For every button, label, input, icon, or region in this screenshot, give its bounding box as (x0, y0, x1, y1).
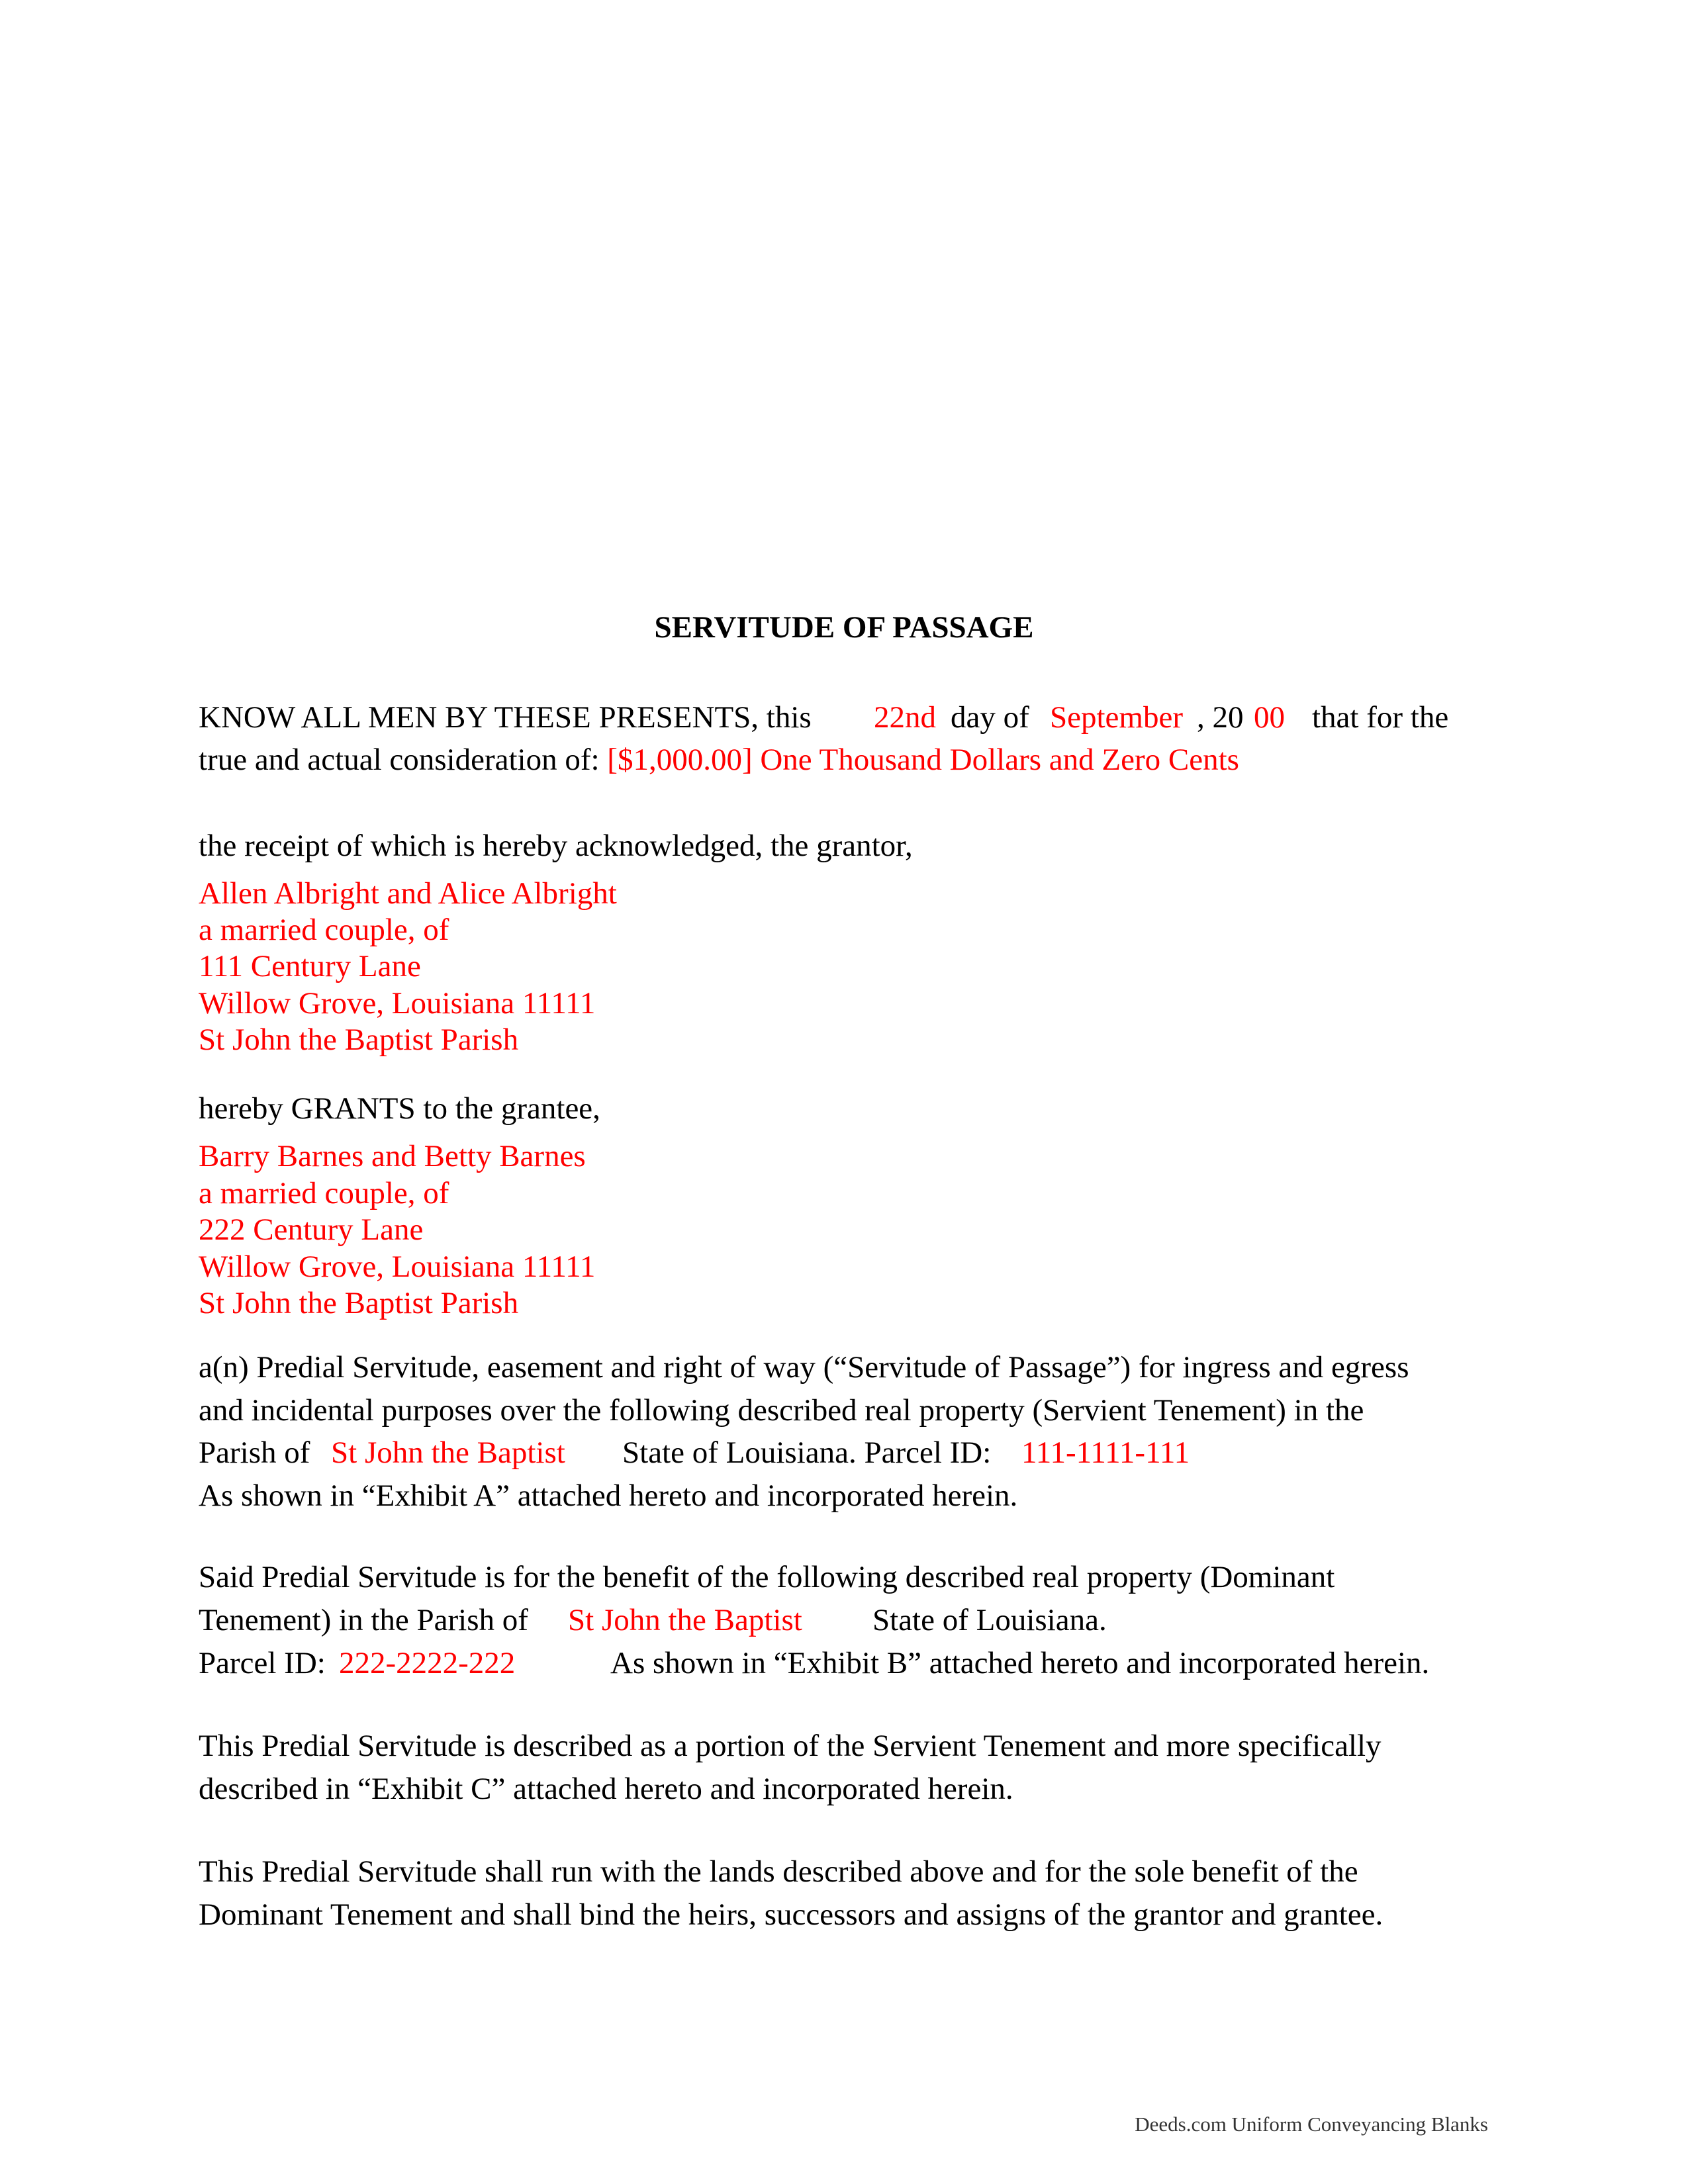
grantee-line: 222 Century Lane (199, 1212, 424, 1247)
grantee-line: a married couple, of (199, 1176, 449, 1210)
intro-day: 22nd (874, 700, 936, 735)
dominant-tenement-label: Tenement) in the Parish of (199, 1603, 528, 1637)
grantee-line: Barry Barnes and Betty Barnes (199, 1139, 586, 1173)
servient-state-parcel-label: State of Louisiana. Parcel ID: (622, 1435, 992, 1470)
document-title: SERVITUDE OF PASSAGE (654, 610, 1034, 645)
footer-text: Deeds.com Uniform Conveyancing Blanks (1135, 2113, 1488, 2136)
dominant-parish-value: St John the Baptist (568, 1603, 802, 1637)
intro-that-for: that for the (1312, 700, 1449, 735)
runs-with-line-2: Dominant Tenement and shall bind the heirs, successors and assigns of the grantor and grantee. (199, 1897, 1383, 1932)
dominant-exhibit-text: As shown in “Exhibit B” attached hereto and incorporated herein. (610, 1646, 1430, 1680)
dominant-state-label: State of Louisiana. (872, 1603, 1107, 1637)
described-line-2: described in “Exhibit C” attached hereto and incorporated herein. (199, 1772, 1013, 1806)
intro-line-1 (199, 698, 812, 737)
servient-parish-label: Parish of (199, 1435, 310, 1470)
intro-prefix: KNOW ALL MEN BY THESE PRESENTS, this (199, 700, 812, 735)
grantor-line: a married couple, of (199, 913, 449, 947)
intro-line-2 (199, 740, 1239, 780)
dominant-parcel-value: 222-2222-222 (339, 1646, 516, 1680)
servient-parish-value: St John the Baptist (331, 1435, 565, 1470)
consideration-value: [$1,000.00] One Thousand Dollars and Zero Cents (607, 743, 1239, 777)
consideration-label: true and actual consideration of: (199, 743, 600, 777)
intro-month: September (1050, 700, 1183, 735)
grantor-line: Allen Albright and Alice Albright (199, 876, 617, 911)
intro-year-prefix: , 20 (1197, 700, 1244, 735)
intro-day-of: day of (951, 700, 1029, 735)
grantee-line: Willow Grove, Louisiana 11111 (199, 1250, 596, 1284)
grantee-line: St John the Baptist Parish (199, 1286, 519, 1320)
runs-with-line-1: This Predial Servitude shall run with the lands described above and for the sole benefit of the (199, 1854, 1358, 1889)
grants-text: hereby GRANTS to the grantee, (199, 1091, 600, 1126)
servient-line-1: a(n) Predial Servitude, easement and right of way (“Servitude of Passage”) for ingress and egress (199, 1350, 1409, 1385)
servient-line-4: As shown in “Exhibit A” attached hereto and incorporated herein. (199, 1479, 1018, 1513)
receipt-text: the receipt of which is hereby acknowledged, the grantor, (199, 829, 913, 863)
servient-line-2: and incidental purposes over the following described real property (Servient Tenement) in the (199, 1393, 1364, 1428)
servient-parcel-value: 111-1111-111 (1021, 1435, 1190, 1470)
grantor-line: 111 Century Lane (199, 949, 421, 983)
described-line-1: This Predial Servitude is described as a portion of the Servient Tenement and more specifically (199, 1729, 1382, 1763)
grantor-line: St John the Baptist Parish (199, 1023, 519, 1057)
dominant-parcel-label: Parcel ID: (199, 1646, 326, 1680)
intro-year-suffix: 00 (1254, 700, 1285, 735)
dominant-line-1: Said Predial Servitude is for the benefit of the following described real property (Dominant (199, 1560, 1335, 1594)
grantor-line: Willow Grove, Louisiana 11111 (199, 986, 596, 1021)
